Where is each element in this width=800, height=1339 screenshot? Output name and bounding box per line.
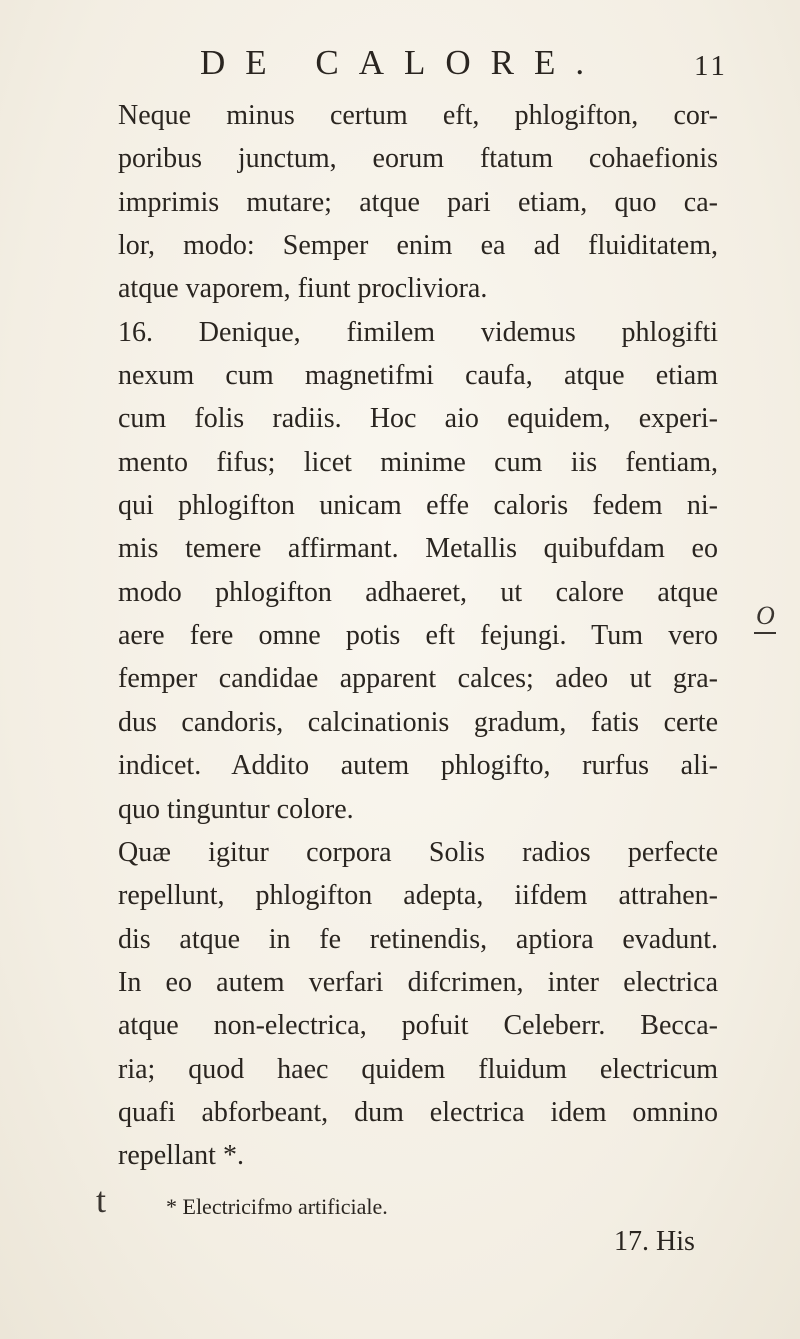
text-line: 16. Denique, fimilem videmus phlogifti (118, 316, 718, 348)
text-line: ria; quod haec quidem fluidum electricum (118, 1053, 718, 1085)
body-text (118, 94, 718, 1178)
text-line: quafi abforbeant, dum electrica idem omnino (118, 1096, 718, 1128)
text-line: nexum cum magnetifmi caufa, atque etiam (118, 360, 718, 392)
text-line: femper candidae apparent calces; adeo ut gra- (118, 663, 718, 695)
catchword: 17. His (614, 1226, 695, 1257)
text-line: mento fifus; licet minime cum iis fentiam, (118, 446, 718, 478)
running-title: DE CALORE. (200, 43, 605, 82)
margin-annotation-underline (754, 632, 776, 634)
text-line: cum folis radiis. Hoc aio equidem, experi- (118, 403, 718, 435)
text-line: repellant *. (118, 1140, 244, 1172)
text-line: atque non-electrica, pofuit Celeberr. Becca- (118, 1010, 718, 1042)
margin-annotation-right: O (756, 601, 775, 630)
text-line: Quæ igitur corpora Solis radios perfecte (118, 836, 718, 868)
text-line: dus candoris, calcinationis gradum, fatis certe (118, 706, 718, 738)
text-line: indicet. Addito autem phlogifto, rurfus ali- (118, 750, 718, 782)
text-line: aere fere omne potis eft fejungi. Tum vero (118, 620, 718, 652)
text-line: imprimis mutare; atque pari etiam, quo ca- (118, 186, 718, 218)
text-line: mis temere affirmant. Metallis quibufdam eo (118, 533, 718, 565)
text-line: lor, modo: Semper enim ea ad fluiditatem, (118, 230, 718, 262)
text-line: Neque minus certum eft, phlogifton, cor- (118, 100, 718, 131)
text-line: In eo autem verfari difcrimen, inter electrica (118, 966, 718, 998)
footnote: * Electricifmo artificiale. (166, 1194, 388, 1219)
page-number: 11 (694, 50, 728, 82)
text-line: dis atque in fe retinendis, aptiora evadunt. (118, 923, 718, 955)
text-line: quo tinguntur colore. (118, 793, 354, 825)
margin-annotation-left: t (96, 1180, 107, 1220)
text-line: qui phlogifton unicam effe caloris fedem ni- (118, 490, 718, 522)
text-line: atque vaporem, fiunt procliviora. (118, 273, 488, 305)
text-line: repellunt, phlogifton adepta, iifdem attrahen- (118, 880, 718, 912)
text-line: poribus junctum, eorum ftatum cohaefionis (118, 143, 718, 175)
text-line: modo phlogifton adhaeret, ut calore atque (118, 576, 718, 608)
